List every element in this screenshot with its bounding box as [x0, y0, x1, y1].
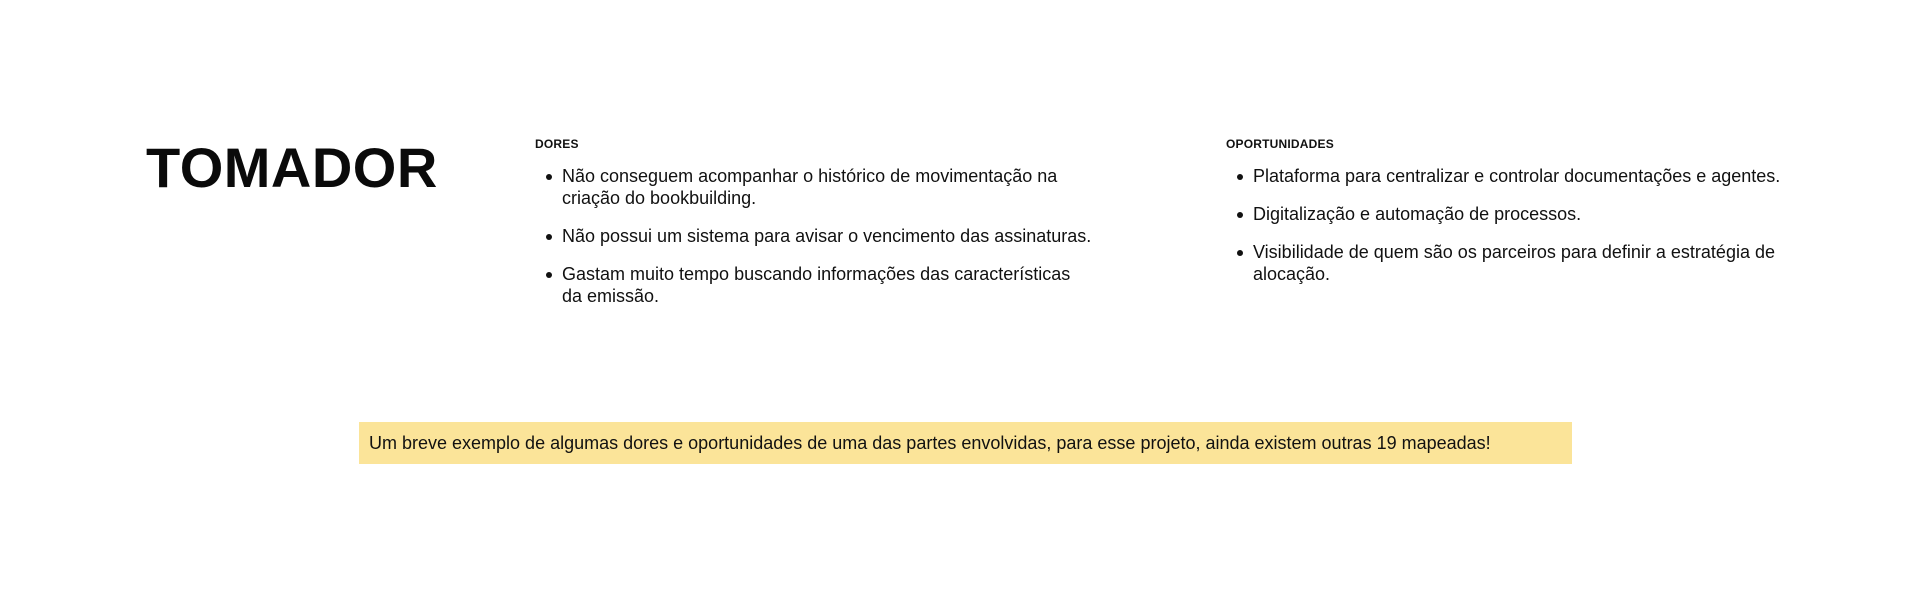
oportunidades-heading: OPORTUNIDADES: [1226, 137, 1334, 151]
list-item-text: Não possui um sistema para avisar o vencimento das assinaturas.: [562, 226, 1092, 246]
bullet-icon: [1237, 250, 1243, 256]
dores-heading: DORES: [535, 137, 579, 151]
dores-list: [535, 165, 1095, 307]
list-item: [1226, 241, 1796, 285]
oportunidades-column: [1226, 136, 1796, 301]
bullet-icon: [1237, 174, 1243, 180]
oportunidades-list: [1226, 165, 1796, 285]
list-item: [1226, 203, 1796, 225]
list-item-text: Não conseguem acompanhar o histórico de movimentação na criação do bookbuilding.: [562, 166, 1058, 208]
bullet-icon: [1237, 212, 1243, 218]
bullet-icon: [546, 174, 552, 180]
list-item-text: Gastam muito tempo buscando informações das características da emissão.: [562, 264, 1071, 306]
dores-column: [535, 136, 1095, 323]
list-item-text: Digitalização e automação de processos.: [1253, 204, 1582, 224]
list-item-text: Plataforma para centralizar e controlar documentações e agentes.: [1253, 166, 1781, 186]
page-title: TOMADOR: [146, 136, 438, 199]
bullet-icon: [546, 234, 552, 240]
list-item: [535, 225, 1095, 247]
list-item-text: Visibilidade de quem são os parceiros para definir a estratégia de alocação.: [1253, 242, 1775, 284]
list-item: [535, 263, 1095, 307]
list-item: [535, 165, 1095, 209]
bullet-icon: [546, 272, 552, 278]
highlight-note: Um breve exemplo de algumas dores e oportunidades de uma das partes envolvidas, para esse projeto, ainda existem outras 19 mapeadas!: [359, 422, 1572, 464]
list-item: [1226, 165, 1796, 187]
